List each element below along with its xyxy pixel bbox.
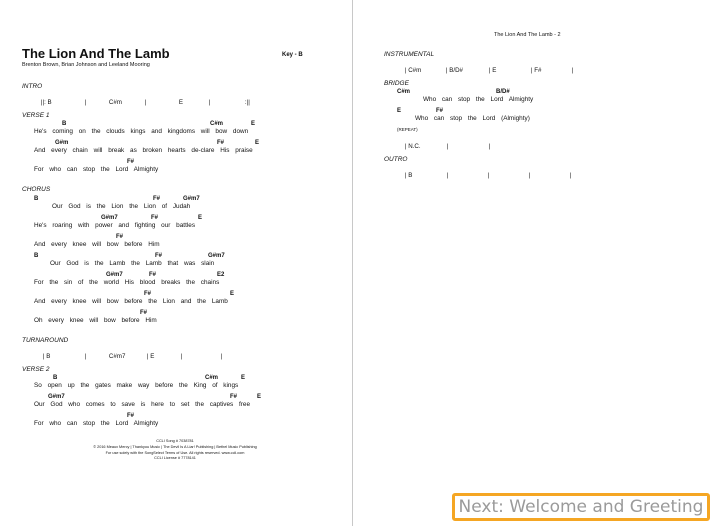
bar-cell: | bbox=[84, 99, 87, 106]
chord: B bbox=[62, 121, 67, 127]
page-divider bbox=[352, 0, 353, 526]
bar-cell: | N.C. bbox=[404, 143, 421, 150]
bridge-bars bbox=[398, 136, 491, 157]
chart-page-2 bbox=[354, 0, 714, 526]
song-key: Key - B bbox=[282, 52, 303, 58]
lyric-line: And every knee will bow before the Lion and the Lamb bbox=[34, 298, 228, 305]
bar-cell: E bbox=[178, 99, 184, 106]
song-title: The Lion And The Lamb bbox=[22, 46, 170, 61]
lyric-line: Who can stop the Lord Almighty bbox=[423, 96, 534, 103]
bar-cell: | bbox=[528, 172, 531, 179]
section-label-chorus: CHORUS bbox=[22, 186, 51, 193]
lyric-line: Oh every knee will bow before Him bbox=[34, 317, 157, 324]
ccli-license-number: CCLI License # 7778141 bbox=[154, 456, 196, 461]
bar-cell: ||: B bbox=[40, 99, 52, 106]
section-label-turnaround: TURNAROUND bbox=[22, 337, 69, 344]
page-header: The Lion And The Lamb - 2 bbox=[494, 32, 561, 38]
lyric-line: So open up the gates make way before the King of kings bbox=[34, 382, 239, 389]
chord: G#m7 bbox=[183, 196, 200, 202]
chord: F# bbox=[140, 310, 148, 316]
chord: C#m bbox=[210, 121, 224, 127]
chord: F# bbox=[230, 394, 238, 400]
chord: B bbox=[34, 253, 39, 259]
chord: G#m7 bbox=[48, 394, 65, 400]
chord: B bbox=[53, 375, 58, 381]
bar-cell: | bbox=[487, 172, 490, 179]
chord: E bbox=[251, 121, 256, 127]
chord: F# bbox=[153, 196, 161, 202]
lyric-line: He's coming on the clouds kings and kingdoms will bow down bbox=[34, 128, 249, 135]
next-item-button[interactable]: Next: Welcome and Greeting bbox=[452, 493, 710, 521]
chord: F# bbox=[116, 234, 124, 240]
lyric-line: And every knee will bow before Him bbox=[34, 241, 160, 248]
chord: G#m7 bbox=[106, 272, 123, 278]
chord: E bbox=[255, 140, 260, 146]
lyric-line: And every chain will break as broken hearts de-clare His praise bbox=[34, 147, 253, 154]
chord: F# bbox=[149, 272, 157, 278]
lyric-line: Who can stop the Lord (Almighty) bbox=[415, 115, 530, 122]
lyric-line: Our God is the Lamb the Lamb that was slain bbox=[50, 260, 215, 267]
intro-bars bbox=[34, 92, 250, 113]
bar-cell: :|| bbox=[244, 99, 250, 106]
chord: E2 bbox=[217, 272, 225, 278]
bar-cell: | bbox=[569, 172, 572, 179]
bar-cell: | bbox=[180, 353, 183, 360]
lyric-line: Our God is the Lion the Lion of Judah bbox=[52, 203, 191, 210]
chart-page-1 bbox=[0, 0, 352, 526]
chord: F# bbox=[155, 253, 163, 259]
copyright-footer bbox=[40, 439, 310, 462]
chord: F# bbox=[127, 159, 135, 165]
bar-cell: | C#m bbox=[404, 67, 422, 74]
bar-cell: | bbox=[571, 67, 574, 74]
turnaround-bars bbox=[36, 346, 223, 367]
section-label-verse2: VERSE 2 bbox=[22, 366, 50, 373]
instrumental-bars bbox=[398, 60, 574, 81]
bar-cell: | E bbox=[146, 353, 155, 360]
bar-cell: | B/D# bbox=[445, 67, 463, 74]
chord: F# bbox=[127, 413, 135, 419]
bar-cell: | bbox=[144, 99, 147, 106]
bar-cell: | bbox=[84, 353, 87, 360]
chord: E bbox=[198, 215, 203, 221]
song-authors: Brenton Brown, Brian Johnson and Leeland Mooring bbox=[22, 62, 150, 68]
chord: B/D# bbox=[496, 89, 510, 95]
lyric-line: For who can stop the Lord Almighty bbox=[34, 420, 159, 427]
section-label-intro: INTRO bbox=[22, 83, 43, 90]
chord: G#m7 bbox=[208, 253, 225, 259]
chord: C#m bbox=[205, 375, 219, 381]
section-label-verse1: VERSE 1 bbox=[22, 112, 50, 119]
outro-bars bbox=[398, 165, 572, 186]
chord: G#m bbox=[55, 140, 69, 146]
bar-cell: | bbox=[220, 353, 223, 360]
bar-cell: | E bbox=[488, 67, 497, 74]
lyric-line: For who can stop the Lord Almighty bbox=[34, 166, 159, 173]
copyright-line: © 2016 Meaux Mercy | Thankyou Music | The Devil Is A Liar! Publishing | Bethel Music Publishing bbox=[93, 444, 257, 449]
terms-line: For use solely with the SongSelect Terms of Use. All rights reserved. www.ccli.com bbox=[105, 450, 245, 455]
ccli-song-number: CCLI Song # 7038781 bbox=[156, 439, 194, 443]
chord: G#m7 bbox=[101, 215, 118, 221]
chord: E bbox=[257, 394, 262, 400]
section-label-bridge: BRIDGE bbox=[384, 80, 409, 87]
bar-cell: C#m bbox=[108, 99, 122, 106]
bar-cell: | bbox=[488, 143, 491, 150]
bar-cell: C#m7 bbox=[108, 353, 126, 360]
bar-cell: | bbox=[446, 172, 449, 179]
chord: B bbox=[34, 196, 39, 202]
chord: C#m bbox=[397, 89, 411, 95]
lyric-line: For the sin of the world His blood breaks the chains bbox=[34, 279, 220, 286]
chord: F# bbox=[151, 215, 159, 221]
chord: E bbox=[230, 291, 235, 297]
bar-cell: | F# bbox=[530, 67, 542, 74]
bar-cell: | bbox=[208, 99, 211, 106]
chord: F# bbox=[436, 108, 444, 114]
chord: E bbox=[241, 375, 246, 381]
repeat-marker: (REPEAT) bbox=[397, 127, 418, 132]
chord: E bbox=[397, 108, 402, 114]
bar-cell: | B bbox=[404, 172, 413, 179]
section-label-instrumental: INSTRUMENTAL bbox=[384, 51, 435, 58]
lyric-line: He's roaring with power and fighting our battles bbox=[34, 222, 196, 229]
chord: F# bbox=[144, 291, 152, 297]
section-label-outro: OUTRO bbox=[384, 156, 408, 163]
bar-cell: | B bbox=[42, 353, 51, 360]
bar-cell: | bbox=[446, 143, 449, 150]
chord: F# bbox=[217, 140, 225, 146]
lyric-line: Our God who comes to save is here to set the captives free bbox=[34, 401, 251, 408]
